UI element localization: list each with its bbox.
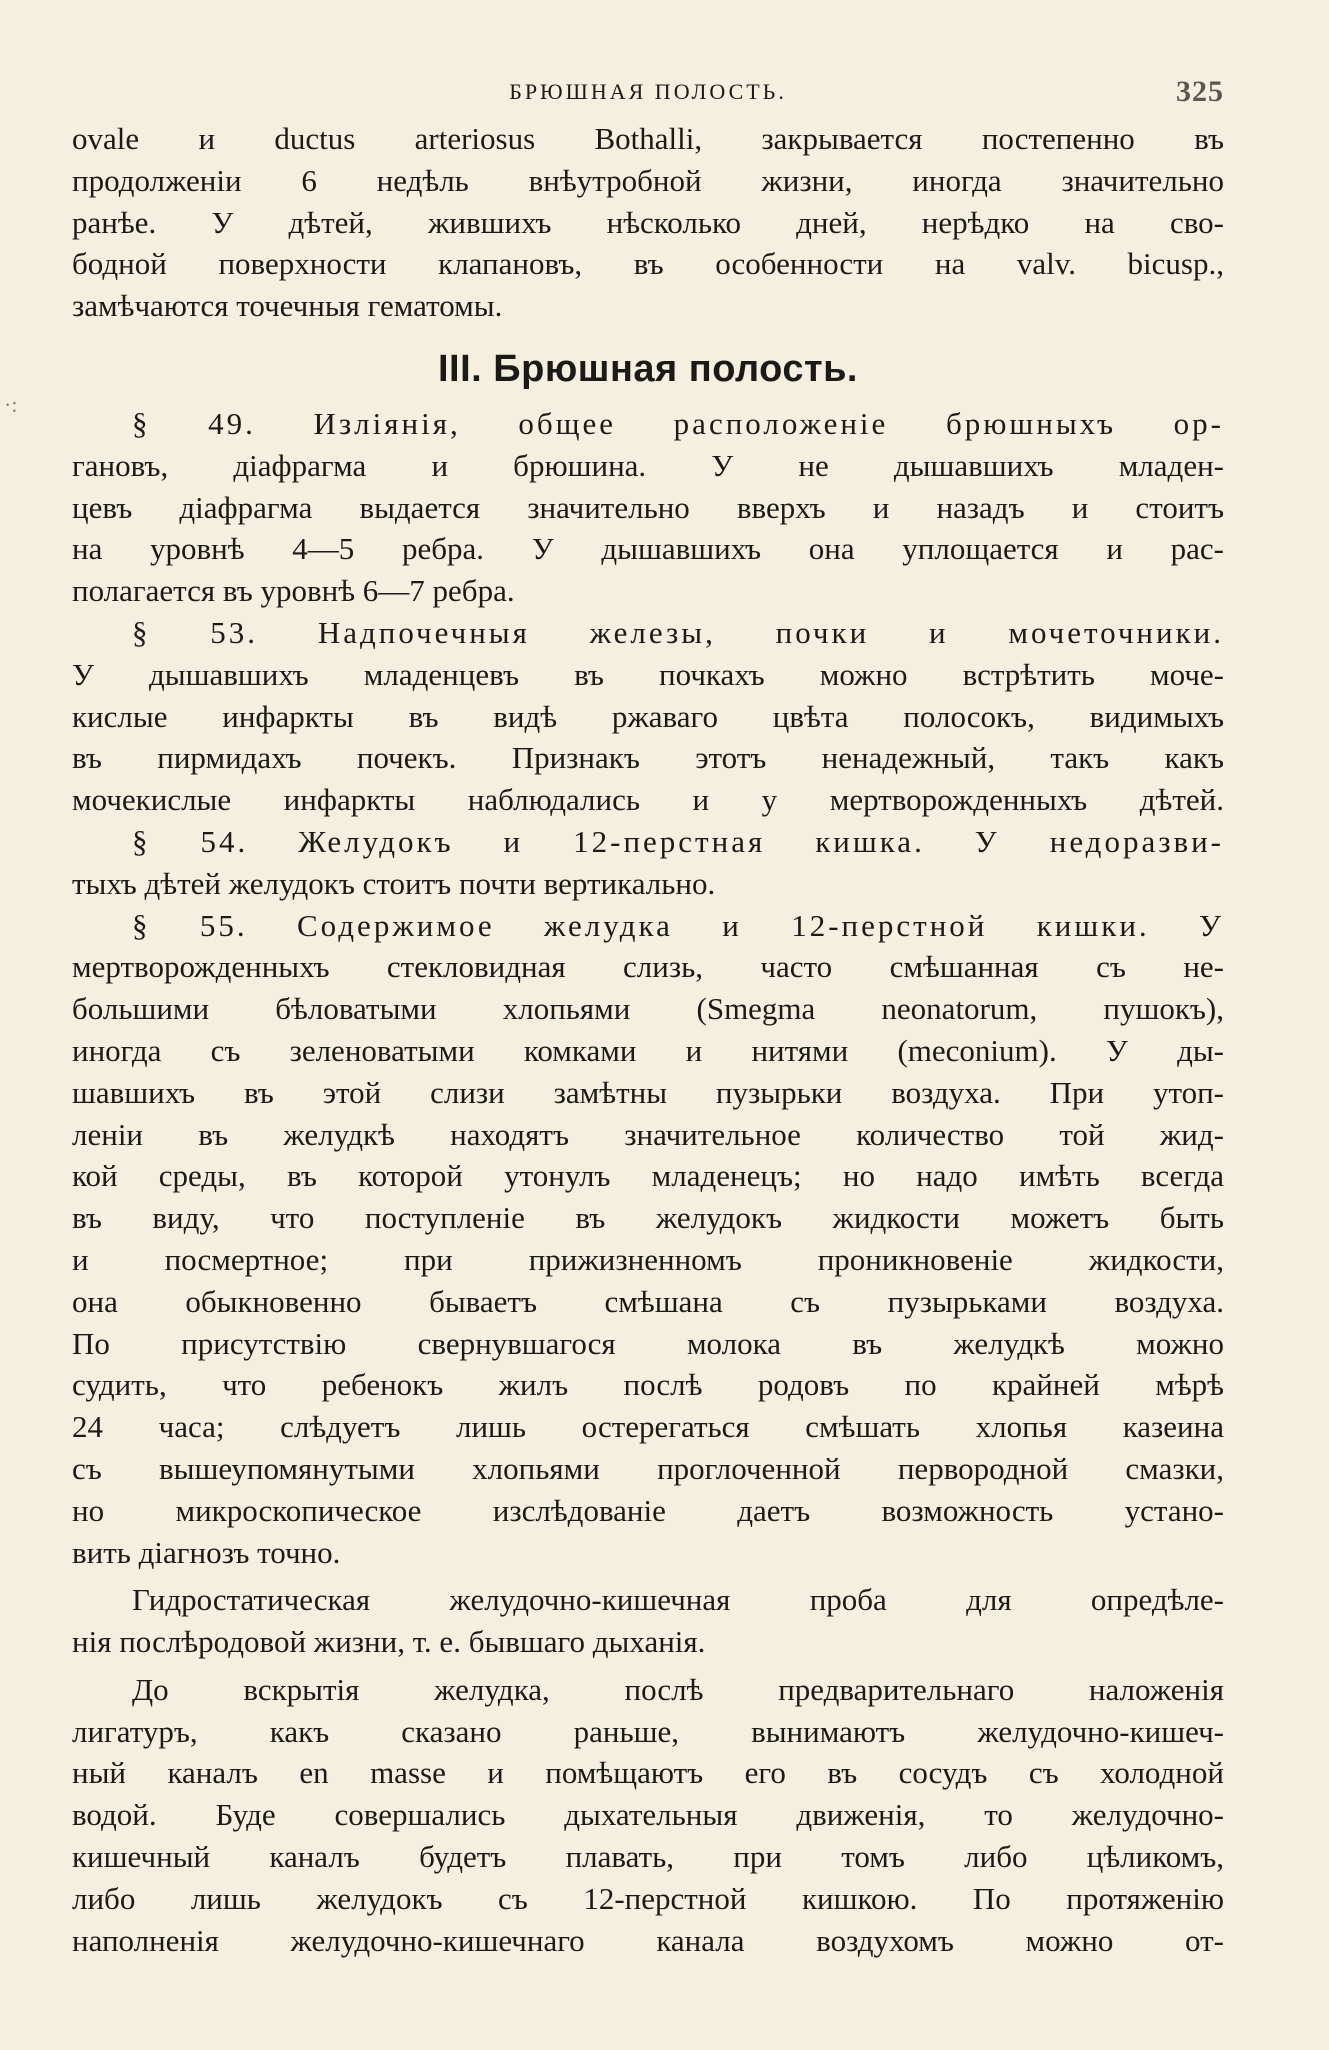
text-line: § 55. Содержимое желудка и 12-перстной кишки. У [132, 907, 1224, 943]
text-line: иногда съ зеленоватыми комками и нитями (meconium). У ды- [72, 1032, 1224, 1068]
text-line: ранѣе. У дѣтей, жившихъ нѣсколько дней, нерѣдко на сво- [72, 204, 1224, 240]
text-line: По присутствію свернувшагося молока въ желудкѣ можно [72, 1325, 1224, 1361]
text-line: лигатуръ, какъ сказано раньше, вынимаютъ желудочно-кишеч- [72, 1713, 1224, 1749]
paragraph-hydrostatic-test [72, 1579, 1224, 1663]
paragraph-s54 [72, 821, 1224, 905]
page-number: 325 [1176, 75, 1224, 108]
text-line: шавшихъ въ этой слизи замѣтны пузырьки воздуха. При утоп- [72, 1074, 1224, 1110]
text-line: большими бѣловатыми хлопьями (Smegma neonatorum, пушокъ), [72, 991, 1224, 1027]
text-line: полагается въ уровнѣ 6—7 ребра. [72, 573, 515, 609]
text-line: кой среды, въ которой утонулъ младенецъ; но надо имѣть всегда [72, 1158, 1224, 1194]
section-heading: III. Брюшная полость. [438, 347, 858, 390]
text-line: 24 часа; слѣдуетъ лишь остерегаться смѣшать хлопья казеина [72, 1409, 1224, 1445]
text-line: цевъ діафрагма выдается значительно вверхъ и назадъ и стоитъ [72, 489, 1224, 525]
running-title: БРЮШНАЯ ПОЛОСТЬ. [509, 79, 787, 104]
paragraph-continued [72, 118, 1224, 327]
paragraph-opening [72, 1669, 1224, 1962]
text-line: она обыкновенно бываетъ смѣшана съ пузырьками воздуха. [72, 1283, 1224, 1319]
text-line: § 53. Надпочечныя железы, почки и мочеточники. [132, 614, 1224, 650]
text-line: на уровнѣ 4—5 ребра. У дышавшихъ она уплощается и рас- [72, 531, 1224, 567]
margin-mark: ·: [4, 392, 18, 417]
text-line: но микроскопическое изслѣдованіе даетъ возможность устано- [72, 1492, 1224, 1528]
text-line: продолженіи 6 недѣль внѣутробной жизни, иногда значительно [72, 162, 1224, 198]
text-line: мертворожденныхъ стекловидная слизь, часто смѣшанная съ не- [72, 949, 1224, 985]
paragraph-s53 [72, 612, 1224, 821]
text-line: кислые инфаркты въ видѣ ржаваго цвѣта полосокъ, видимыхъ [72, 698, 1224, 734]
text-line: Гидростатическая желудочно-кишечная проба для опредѣле- [132, 1582, 1224, 1618]
text-line: § 49. Изліянія, общее расположеніе брюшныхъ ор- [132, 405, 1224, 441]
text-line: мочекислые инфаркты наблюдались и у мертворожденныхъ дѣтей. [72, 782, 1224, 818]
text-line: вить діагнозъ точно. [72, 1534, 341, 1570]
text-line: съ вышеупомянутыми хлопьями проглоченной первородной смазки, [72, 1450, 1224, 1486]
text-line: и посмертное; при прижизненномъ проникновеніе жидкости, [72, 1241, 1224, 1277]
text-line: До вскрытія желудка, послѣ предварительнаго наложенія [132, 1671, 1224, 1707]
text-line: въ пирмидахъ почекъ. Признакъ этотъ ненадежный, такъ какъ [72, 740, 1224, 776]
paragraph-s49 [72, 403, 1224, 612]
text-line: либо лишь желудокъ съ 12-перстной кишкою. По протяженію [72, 1880, 1224, 1916]
text-line: леніи въ желудкѣ находятъ значительное количество той жид- [72, 1116, 1224, 1152]
text-line: тыхъ дѣтей желудокъ стоитъ почти вертикально. [72, 865, 716, 901]
text-line: бодной поверхности клапановъ, въ особенности на valv. bicusp., [72, 246, 1224, 282]
text-line: § 54. Желудокъ и 12-перстная кишка. У недоразви- [132, 823, 1224, 859]
book-page [72, 66, 1224, 1961]
text-line: нія послѣродовой жизни, т. е. бывшаго дыханія. [72, 1624, 706, 1660]
text-line: судить, что ребенокъ жилъ послѣ родовъ по крайней мѣрѣ [72, 1367, 1224, 1403]
paragraph-s55 [72, 905, 1224, 1574]
text-line: замѣчаются точечныя гематомы. [72, 288, 503, 324]
text-line: У дышавшихъ младенцевъ въ почкахъ можно встрѣтить моче- [72, 656, 1224, 692]
text-line: кишечный каналъ будетъ плавать, при томъ либо цѣликомъ, [72, 1839, 1224, 1875]
text-line: ovale и ductus arteriosus Bothalli, закрывается постепенно въ [72, 121, 1224, 156]
text-line: ный каналъ en masse и помѣщаютъ его въ сосудъ съ холодной [72, 1755, 1224, 1791]
text-line: въ виду, что поступленіе въ желудокъ жидкости можетъ быть [72, 1200, 1224, 1236]
running-head [72, 66, 1224, 118]
text-line: гановъ, діафрагма и брюшина. У не дышавшихъ младен- [72, 447, 1224, 483]
text-line: водой. Буде совершались дыхательныя движенія, то желудочно- [72, 1797, 1224, 1833]
text-line: наполненія желудочно-кишечнаго канала воздухомъ можно от- [72, 1922, 1224, 1958]
